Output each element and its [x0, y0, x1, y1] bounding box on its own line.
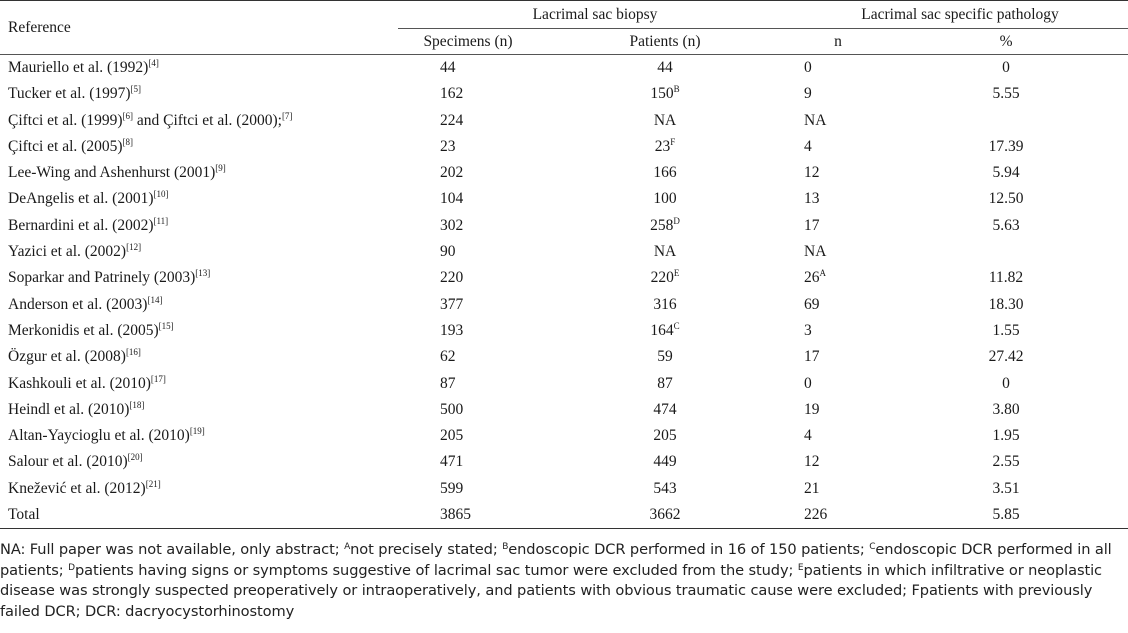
specimens-cell: 62	[440, 348, 456, 366]
n-value: 0	[804, 59, 812, 76]
percent-cell: 1.55	[992, 321, 1020, 339]
n-cell	[792, 265, 884, 291]
patients-note-mark: E	[673, 268, 680, 279]
patients-value: 150	[650, 85, 674, 103]
specimens-header: Specimens (n)	[398, 29, 538, 55]
footnote-b-mark: B	[502, 542, 509, 552]
percent-cell: 5.94	[992, 164, 1020, 182]
footnote-b: endoscopic DCR performed in 16 of 150 patients;	[508, 541, 870, 558]
reference-text: Kashkouli et al. (2010)	[8, 374, 151, 392]
citation-mark: [9]	[215, 163, 226, 174]
table-total	[0, 502, 1128, 529]
n-value: 4	[804, 427, 812, 445]
reference-cell	[0, 55, 398, 82]
percent-cell: 5.55	[992, 85, 1020, 103]
reference-cell	[0, 265, 398, 291]
patients-cell	[538, 476, 792, 502]
reference-text: Altan-Yaycioglu et al. (2010)	[8, 427, 190, 445]
n-value: 17	[804, 216, 820, 234]
reference-header: Reference	[0, 1, 398, 55]
patients-cell	[538, 397, 792, 423]
percent-cell: 0	[1002, 59, 1010, 76]
specimens-cell: 302	[440, 216, 464, 234]
total-specimens: 3865	[398, 502, 538, 529]
footnote-c-mark: C	[869, 542, 876, 552]
reference-text: Salour et al. (2010)	[8, 453, 128, 471]
n-note-mark: A	[819, 268, 827, 279]
citation-mark: [10]	[153, 189, 169, 200]
patients-note-mark: F	[670, 136, 676, 147]
patients-value: NA	[653, 243, 677, 261]
reference-text: Yazici et al. (2002)	[8, 243, 127, 261]
reference-text: Özgur et al. (2008)	[8, 348, 126, 366]
citation-mark: [13]	[195, 268, 211, 279]
n-value: 3	[804, 321, 812, 339]
n-cell	[792, 134, 884, 160]
table-row	[0, 344, 1128, 370]
citation-mark-extra: [7]	[281, 110, 293, 121]
patients-value: 449	[653, 453, 677, 471]
specimens-cell: 377	[440, 295, 464, 313]
patients-value: 87	[657, 374, 673, 392]
percent-cell: 3.51	[992, 479, 1020, 497]
table-row	[0, 449, 1128, 475]
reference-text: Tucker et al. (1997)	[8, 85, 131, 103]
reference-cell	[0, 371, 398, 397]
n-value: 12	[804, 453, 820, 471]
percent-cell: 1.95	[992, 427, 1020, 445]
table-row	[0, 160, 1128, 186]
patients-value: 166	[653, 164, 677, 182]
percent-cell: 0	[1002, 374, 1010, 392]
table-row	[0, 397, 1128, 423]
reference-cell	[0, 344, 398, 370]
n-cell	[792, 397, 884, 423]
specimens-cell: 202	[440, 164, 464, 182]
reference-text: Lee-Wing and Ashenhurst (2001)	[8, 164, 216, 182]
n-cell	[792, 186, 884, 212]
specimens-cell: 104	[440, 190, 464, 208]
citation-mark: [14]	[147, 294, 163, 305]
patients-cell	[538, 160, 792, 186]
n-value: 12	[804, 164, 820, 182]
reference-cell	[0, 213, 398, 239]
reference-cell	[0, 134, 398, 160]
n-cell	[792, 81, 884, 107]
percent-cell: 17.39	[988, 137, 1024, 155]
percent-cell: 5.63	[992, 216, 1020, 234]
n-cell	[792, 213, 884, 239]
n-header: n	[792, 29, 884, 55]
n-value: NA	[804, 243, 827, 261]
patients-value: 258	[650, 216, 674, 234]
patients-header: Patients (n)	[538, 29, 792, 55]
patients-note-mark: D	[673, 215, 680, 226]
n-value: 4	[804, 137, 812, 155]
citation-mark: [19]	[189, 426, 205, 437]
n-cell	[792, 318, 884, 344]
reference-cell	[0, 318, 398, 344]
specimens-cell: 23	[440, 137, 456, 155]
patients-value: 474	[653, 400, 677, 418]
reference-cell	[0, 397, 398, 423]
biopsy-group-header: Lacrimal sac biopsy	[398, 1, 792, 29]
specimens-cell: 44	[440, 59, 456, 76]
patients-cell	[538, 265, 792, 291]
patients-cell	[538, 55, 792, 82]
footnote-e-mark: E	[797, 562, 804, 573]
total-row	[0, 502, 1128, 529]
n-cell	[792, 292, 884, 318]
reference-text: Bernardini et al. (2002)	[8, 216, 154, 234]
table-row	[0, 476, 1128, 502]
patients-note-mark: C	[673, 320, 680, 331]
citation-mark: [4]	[148, 58, 159, 68]
table-row	[0, 292, 1128, 318]
patients-value: 205	[653, 427, 677, 445]
reference-text: Çiftci et al. (1999)	[8, 111, 123, 129]
table-row	[0, 55, 1128, 82]
citation-mark: [16]	[125, 347, 141, 358]
patients-value: 543	[653, 479, 677, 497]
n-cell	[792, 108, 884, 134]
patients-value: 44	[657, 59, 673, 76]
patients-cell	[538, 134, 792, 160]
specimens-cell: 205	[440, 427, 464, 445]
n-value: NA	[804, 111, 827, 129]
reference-text: Anderson et al. (2003)	[8, 295, 148, 313]
patients-value: 100	[653, 190, 677, 208]
citation-mark: [12]	[126, 242, 142, 253]
footnote-e: patients in which infiltrative or neoplastic disease was strongly suspected preoperatively or intraoperatively, and patients with obvious traumatic cause were excluded; Fpatients with previously failed DCR; DCR: dacryocystorhinostomy	[0, 561, 1102, 620]
footnote-a: not precisely stated;	[350, 541, 503, 558]
reference-text: DeAngelis et al. (2001)	[8, 190, 154, 208]
reference-cell	[0, 81, 398, 107]
table-footnote	[0, 540, 1120, 622]
table-row	[0, 134, 1128, 160]
total-label: Total	[0, 502, 398, 529]
n-cell	[792, 476, 884, 502]
total-n: 226	[792, 502, 884, 529]
table-row	[0, 108, 1128, 134]
patients-value: 220	[650, 269, 674, 287]
patients-cell	[538, 239, 792, 265]
table-row	[0, 423, 1128, 449]
n-value: 69	[804, 295, 820, 313]
reference-text: Merkonidis et al. (2005)	[8, 321, 159, 339]
specimens-cell: 500	[440, 400, 464, 418]
citation-mark: [15]	[158, 320, 174, 331]
patients-cell	[538, 186, 792, 212]
table-row	[0, 371, 1128, 397]
patients-cell	[538, 108, 792, 134]
footnote-d-mark: D	[68, 562, 75, 573]
footnote-d: patients having signs or symptoms suggestive of lacrimal sac tumor were excluded from the study;	[74, 561, 798, 579]
patients-cell	[538, 371, 792, 397]
percent-header: %	[884, 29, 1128, 55]
table-row	[0, 81, 1128, 107]
citation-mark: [5]	[130, 84, 142, 95]
reference-text: Mauriello et al. (1992)	[8, 59, 149, 76]
reference-cell	[0, 292, 398, 318]
footnote-c: endoscopic DCR performed in all patients;	[0, 541, 1112, 579]
patients-value: 316	[653, 295, 677, 313]
specimens-cell: 90	[440, 243, 456, 261]
reference-text-extra: and Çiftci et al. (2000);	[133, 111, 282, 129]
n-value: 21	[804, 479, 820, 497]
reference-cell	[0, 476, 398, 502]
patients-cell	[538, 213, 792, 239]
percent-cell: 3.80	[992, 400, 1020, 418]
table-row	[0, 239, 1128, 265]
citation-mark: [18]	[129, 399, 145, 410]
citation-mark: [17]	[150, 373, 166, 384]
citation-mark: [8]	[122, 136, 133, 147]
patients-value: NA	[653, 111, 677, 129]
citation-mark: [20]	[127, 452, 143, 463]
reference-cell	[0, 449, 398, 475]
n-cell	[792, 449, 884, 475]
patients-cell	[538, 449, 792, 475]
citation-mark: [6]	[122, 110, 133, 121]
table-row	[0, 186, 1128, 212]
reference-cell	[0, 186, 398, 212]
table-row	[0, 213, 1128, 239]
percent-cell: 12.50	[988, 190, 1024, 208]
reference-text: Çiftci et al. (2005)	[8, 137, 123, 155]
patients-cell	[538, 344, 792, 370]
percent-cell: 2.55	[992, 453, 1020, 471]
patients-cell	[538, 292, 792, 318]
n-cell	[792, 239, 884, 265]
reference-text: Heindl et al. (2010)	[8, 400, 130, 418]
specimens-cell: 220	[440, 269, 464, 287]
specimens-cell: 87	[440, 374, 456, 392]
reference-text: Knežević et al. (2012)	[8, 479, 146, 497]
reference-cell	[0, 160, 398, 186]
percent-cell: 11.82	[988, 269, 1024, 287]
table-row	[0, 318, 1128, 344]
patients-value: 164	[650, 321, 674, 339]
specimens-cell: 162	[440, 85, 464, 103]
patients-cell	[538, 81, 792, 107]
patients-value: 59	[657, 348, 673, 366]
total-patients: 3662	[538, 502, 792, 529]
n-cell	[792, 423, 884, 449]
footnote-a-mark: A	[344, 542, 351, 552]
n-value: 17	[804, 348, 820, 366]
percent-cell: 18.30	[988, 295, 1024, 313]
specimens-cell: 599	[440, 479, 464, 497]
citation-mark: [11]	[153, 215, 169, 226]
n-cell	[792, 160, 884, 186]
table-row	[0, 265, 1128, 291]
n-value: 9	[804, 85, 812, 103]
percent-cell: 27.42	[988, 348, 1024, 366]
specimens-cell: 471	[440, 453, 464, 471]
reference-text: Soparkar and Patrinely (2003)	[8, 269, 196, 287]
citation-mark: [21]	[145, 478, 161, 489]
patients-cell	[538, 423, 792, 449]
n-value: 26	[804, 269, 820, 287]
percent-cell	[884, 108, 1128, 134]
n-cell	[792, 344, 884, 370]
patients-value: 23	[654, 137, 671, 155]
n-value: 0	[804, 374, 812, 392]
table-header	[0, 1, 1128, 55]
n-value: 19	[804, 400, 820, 418]
footnote-na: NA: Full paper was not available, only abstract;	[0, 541, 345, 558]
n-cell	[792, 371, 884, 397]
total-percent: 5.85	[884, 502, 1128, 529]
patients-note-mark: B	[673, 84, 680, 95]
specimens-cell: 193	[440, 321, 464, 339]
table-body	[0, 55, 1128, 503]
reference-cell	[0, 108, 398, 134]
specimens-cell: 224	[440, 111, 464, 129]
n-value: 13	[804, 190, 820, 208]
pathology-group-header: Lacrimal sac specific pathology	[792, 1, 1128, 29]
reference-cell	[0, 239, 398, 265]
reference-cell	[0, 423, 398, 449]
n-cell	[792, 55, 884, 82]
percent-cell	[884, 239, 1128, 265]
patients-cell	[538, 318, 792, 344]
